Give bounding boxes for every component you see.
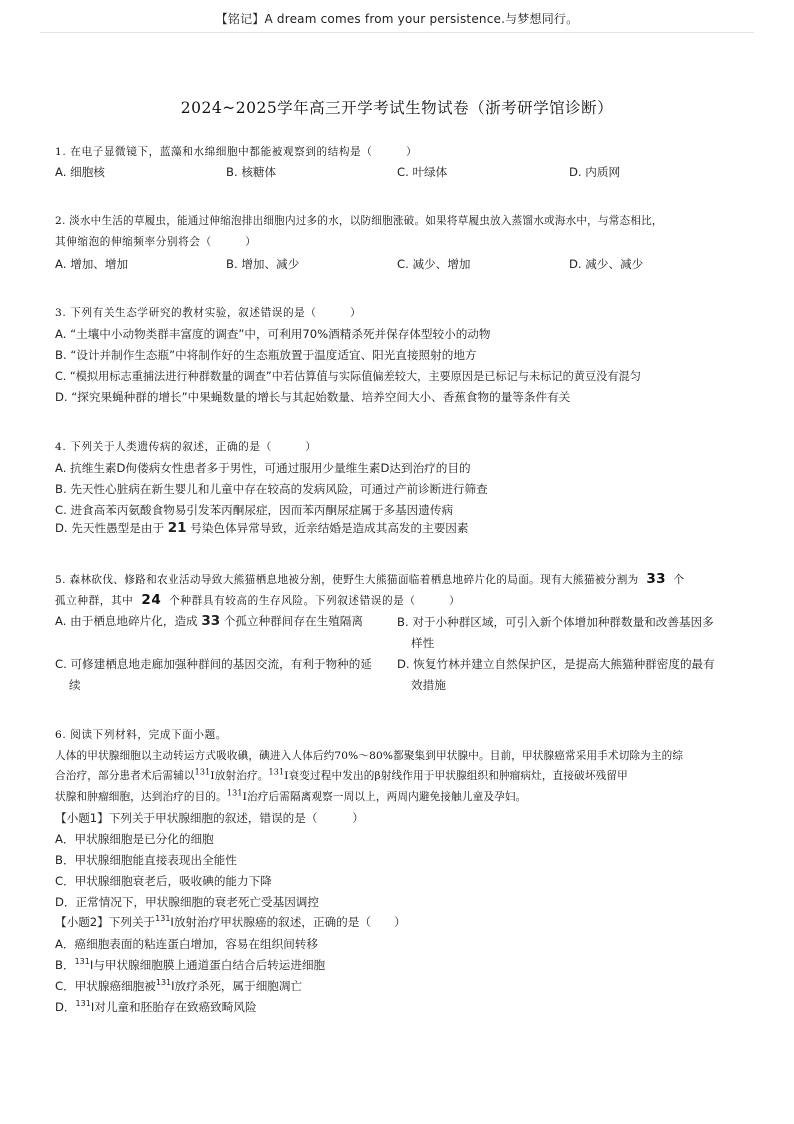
- isotope-superscript: 131: [155, 978, 172, 988]
- q6-material-text-3: I衰变过程中发出的β射线作用于甲状腺组织和肿瘤病灶，直接破坏残留甲: [284, 770, 628, 782]
- q4-option-d: [55, 520, 469, 536]
- q6-material-text-5: I治疗后需隔离观察一周以上，两周内避免接触儿童及孕妇。: [242, 791, 527, 803]
- q5-stem-text-1: 5. 森林砍伐、修路和农业活动导致大熊猫栖息地被分割，使野生大熊猫面临着栖息地碎片化的局面。现有大熊猫被分割为: [55, 574, 639, 586]
- q5-stem-number-33: 33: [646, 571, 666, 587]
- q6-sub2-stem-text-1: 【小题2】下列关于: [55, 915, 156, 929]
- q3-option-d: D. “探究果蝇种群的增长”中果蝇数量的增长与其起始数量、培养空间大小、香蕉食物的量等条件有关: [55, 390, 571, 404]
- q5-option-d-line2: 效措施: [411, 678, 446, 692]
- q5-option-c-line1: C. 可修建栖息地走廊加强种群间的基因交流，有利于物种的延: [55, 657, 372, 671]
- q6-material-line2: [55, 768, 628, 783]
- q6-sub2-option-c: [55, 978, 302, 994]
- q4-option-d-text-2: 号染色体异常导致，近亲结婚是造成其高发的主要因素: [190, 521, 469, 535]
- q4-option-d-text-1: D. 先天性愚型是由于: [55, 521, 165, 535]
- q5-option-d-line1: D. 恢复竹林并建立自然保护区，是提高大熊猫种群密度的最有: [397, 657, 715, 671]
- q6-sub2-option-a: A．癌细胞表面的粘连蛋白增加，容易在组织间转移: [55, 937, 318, 951]
- q6-material-text-4: 状腺和肿瘤细胞，达到治疗的目的。: [55, 791, 227, 803]
- header-motto: 【铭记】A dream comes from your persistence.与梦想同行。: [215, 12, 579, 26]
- q6-sub2-option-b-text: I与甲状腺细胞膜上通道蛋白结合后转运进细胞: [89, 958, 326, 972]
- q1-stem: 1. 在电子显微镜下，蓝藻和水绵细胞中都能被观察到的结构是（ ）: [55, 146, 418, 158]
- q6-sub1-option-a: A．甲状腺细胞是已分化的细胞: [55, 832, 214, 846]
- q6-sub2-option-d-text: I对儿童和胚胎存在致癌致畸风险: [90, 1000, 257, 1014]
- q2-stem-line2: 其伸缩泡的伸缩频率分别将会（ ）: [55, 236, 257, 248]
- q1-option-a: A. 细胞核: [55, 165, 105, 179]
- q3-option-b: B. “设计并制作生态瓶”中将制作好的生态瓶放置于温度适宜、阳光直接照射的地方: [55, 348, 477, 362]
- q6-material-text-2: I放射治疗。: [210, 770, 269, 782]
- q6-sub2-option-c-text-2: I放疗杀死，属于细胞凋亡: [171, 979, 303, 993]
- q2-option-c: C. 减少、增加: [397, 257, 471, 271]
- q6-sub1-option-d: D．正常情况下，甲状腺细胞的衰老死亡受基因调控: [55, 895, 319, 909]
- q5-option-b-line2: 样性: [411, 636, 435, 650]
- q5-stem-text-3: 孤立种群，其中: [55, 595, 134, 607]
- q4-option-a: A. 抗维生素D佝偻病女性患者多于男性，可通过服用少量维生素D达到治疗的目的: [55, 461, 471, 475]
- q5-option-a-number: 33: [201, 613, 221, 629]
- q6-sub2-option-b: [55, 957, 325, 973]
- q6-material-line3: [55, 789, 526, 804]
- q3-stem: 3. 下列有关生态学研究的教材实验，叙述错误的是（ ）: [55, 307, 362, 319]
- q4-option-b: B. 先天性心脏病在新生婴儿和儿童中存在较高的发病风险，可通过产前诊断进行筛查: [55, 482, 488, 496]
- q5-option-c-line2: 续: [69, 678, 81, 692]
- q6-sub1-stem: 【小题1】下列关于甲状腺细胞的叙述，错误的是（ ）: [55, 811, 364, 825]
- q1-option-b: B. 核糖体: [226, 165, 277, 179]
- page-title: 2024~2025学年高三开学考试生物试卷（浙考研学馆诊断）: [180, 99, 614, 117]
- q3-option-a: A. “土壤中小动物类群丰富度的调查”中，可利用70%酒精杀死并保存体型较小的动物: [55, 327, 491, 341]
- q2-stem-line1: 2. 淡水中生活的草履虫，能通过伸缩泡排出细胞内过多的水，以防细胞涨破。如果将草履虫放入蒸馏水或海水中，与常态相比，: [55, 215, 663, 227]
- q6-sub2-option-b-label: B．: [55, 958, 75, 972]
- q5-stem-text-4: 个种群具有较高的生存风险。下列叙述错误的是（ ）: [169, 595, 461, 607]
- q4-option-d-number: 21: [167, 520, 187, 536]
- q5-stem-line1: [55, 571, 685, 587]
- q6-sub1-option-b: B．甲状腺细胞能直接表现出全能性: [55, 853, 237, 867]
- q4-stem: 4. 下列关于人类遗传病的叙述，正确的是（ ）: [55, 441, 317, 453]
- isotope-superscript: 131: [194, 767, 211, 777]
- q2-option-b: B. 增加、减少: [226, 257, 300, 271]
- q2-option-a: A. 增加、增加: [55, 257, 129, 271]
- isotope-superscript: 131: [155, 914, 171, 924]
- isotope-superscript: 131: [226, 788, 243, 798]
- q3-option-c: C. “模拟用标志重捕法进行种群数量的调查”中若估算值与实际值偏差较大，主要原因是已标记与未标记的黄豆没有混匀: [55, 370, 641, 383]
- q6-sub1-option-c: C．甲状腺细胞衰老后，吸收碘的能力下降: [55, 874, 272, 888]
- q6-sub2-option-d: [55, 999, 257, 1015]
- q6-sub2-option-c-text-1: C．甲状腺癌细胞被: [55, 979, 156, 993]
- q6-sub2-option-d-label: D．: [55, 1000, 76, 1014]
- q6-sub2-stem: [55, 914, 406, 930]
- q6-material-text-1: 合治疗，部分患者术后需辅以: [55, 770, 195, 782]
- q1-option-d: D. 内质网: [569, 165, 621, 179]
- q5-option-a: [55, 613, 363, 629]
- isotope-superscript: 131: [75, 999, 91, 1009]
- q2-option-d: D. 减少、减少: [569, 257, 644, 271]
- q1-option-c: C. 叶绿体: [397, 165, 448, 179]
- isotope-superscript: 131: [74, 957, 90, 967]
- q6-stem: 6. 阅读下列材料，完成下面小题。: [55, 729, 227, 741]
- q5-option-a-text-2: 个孤立种群间存在生殖隔离: [223, 614, 363, 628]
- q5-stem-line2: [55, 592, 460, 608]
- q5-option-a-text-1: A. 由于栖息地碎片化，造成: [55, 614, 198, 628]
- q6-material-line1: 人体的甲状腺细胞以主动转运方式吸收碘，碘进入人体后约70%～80%都聚集到甲状腺中。目前，甲状腺癌常采用手术切除为主的综: [55, 750, 684, 762]
- q5-option-b-line1: B. 对于小种群区域，可引入新个体增加种群数量和改善基因多: [397, 615, 714, 629]
- q5-stem-text-2: 个: [673, 574, 685, 586]
- isotope-superscript: 131: [268, 767, 285, 777]
- q6-sub2-stem-text-2: I放射治疗甲状腺癌的叙述，正确的是（ ）: [170, 915, 406, 929]
- q4-option-c: C. 进食高苯丙氨酸食物易引发苯丙酮尿症，因而苯丙酮尿症属于多基因遗传病: [55, 503, 454, 517]
- header-divider: [40, 32, 754, 33]
- q5-stem-number-24: 24: [141, 592, 162, 608]
